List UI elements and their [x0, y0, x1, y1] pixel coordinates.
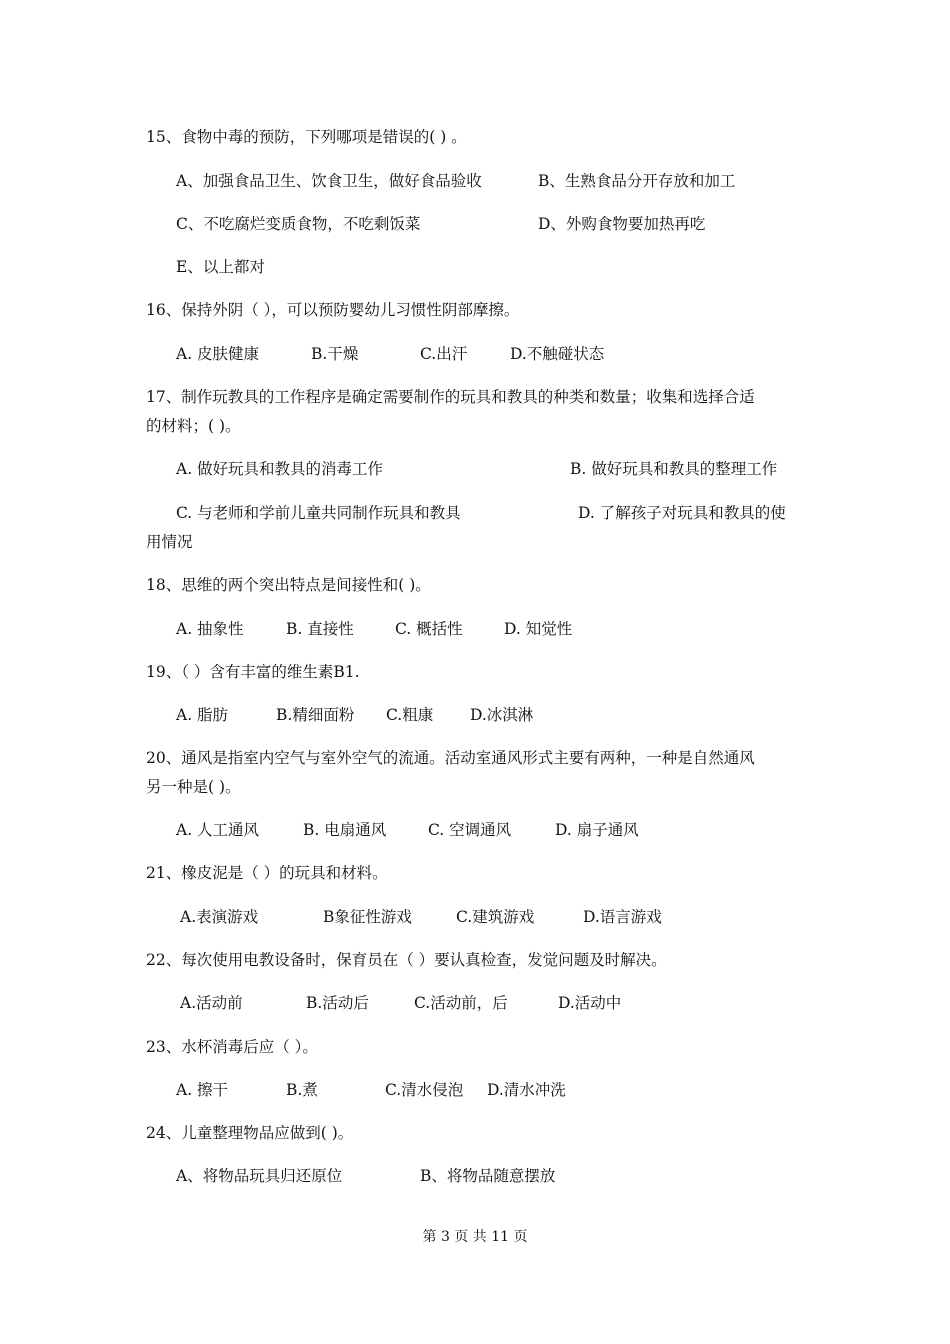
- question-24-option-a: A、将物品玩具归还原位: [176, 1167, 343, 1185]
- question-16-option-c: C.出汗: [420, 345, 468, 363]
- question-17-option-b: B. 做好玩具和教具的整理工作: [570, 460, 778, 478]
- question-20-stem-line-1: 20、通风是指室内空气与室外空气的流通。活动室通风形式主要有两种，一种是自然通风: [146, 749, 755, 767]
- question-24-stem: 24、儿童整理物品应做到( )。: [146, 1124, 354, 1142]
- question-19-option-b: B.精细面粉: [276, 706, 355, 724]
- question-16-option-b: B.干燥: [311, 345, 359, 363]
- question-15-option-c: C、不吃腐烂变质食物，不吃剩饭菜: [176, 215, 421, 233]
- question-22-option-a: A.活动前: [180, 994, 243, 1012]
- question-16-stem: 16、保持外阴（ ），可以预防婴幼儿习惯性阴部摩擦。: [146, 301, 520, 319]
- question-20-option-c: C. 空调通风: [428, 821, 512, 839]
- question-22-option-d: D.活动中: [558, 994, 622, 1012]
- question-24-option-b: B、将物品随意摆放: [420, 1167, 556, 1185]
- question-21-option-c: C.建筑游戏: [456, 908, 535, 926]
- question-18-stem: 18、思维的两个突出特点是间接性和( )。: [146, 576, 431, 594]
- question-21-option-a: A.表演游戏: [180, 908, 259, 926]
- question-17-stem-line-2: 的材料；( )。: [146, 417, 241, 435]
- question-17-option-d-line-2: 用情况: [146, 533, 193, 551]
- question-23-option-c: C.清水侵泡: [385, 1081, 464, 1099]
- question-19-option-d: D.冰淇淋: [470, 706, 534, 724]
- question-15-option-b: B、生熟食品分开存放和加工: [538, 172, 736, 190]
- question-17-option-d-line-1: D. 了解孩子对玩具和教具的使: [578, 504, 786, 522]
- question-15-option-a: A、加强食品卫生、饮食卫生，做好食品验收: [176, 172, 482, 190]
- question-16-option-a: A. 皮肤健康: [176, 345, 260, 363]
- question-22-stem: 22、每次使用电教设备时，保育员在（ ）要认真检查，发觉问题及时解决。: [146, 951, 667, 969]
- question-20-option-d: D. 扇子通风: [555, 821, 639, 839]
- question-19-option-a: A. 脂肪: [176, 706, 229, 724]
- question-17-stem-line-1: 17、制作玩教具的工作程序是确定需要制作的玩具和教具的种类和数量；收集和选择合适: [146, 388, 755, 406]
- question-20-option-a: A. 人工通风: [176, 821, 260, 839]
- question-18-option-b: B. 直接性: [286, 620, 354, 638]
- question-18-option-d: D. 知觉性: [504, 620, 573, 638]
- question-21-option-d: D.语言游戏: [583, 908, 662, 926]
- question-22-option-c: C.活动前，后: [414, 994, 508, 1012]
- question-19-stem: 19、（ ）含有丰富的维生素B1.: [146, 663, 360, 681]
- question-21-option-b: B象征性游戏: [323, 908, 412, 926]
- question-17-option-a: A. 做好玩具和教具的消毒工作: [176, 460, 384, 478]
- question-19-option-c: C.粗康: [386, 706, 434, 724]
- question-21-stem: 21、橡皮泥是（ ）的玩具和材料。: [146, 864, 388, 882]
- question-23-option-a: A. 擦干: [176, 1081, 229, 1099]
- question-20-option-b: B. 电扇通风: [303, 821, 387, 839]
- question-18-option-c: C. 概括性: [395, 620, 463, 638]
- question-23-option-b: B.煮: [286, 1081, 318, 1099]
- question-15-option-e: E、以上都对: [176, 258, 265, 276]
- question-15-stem: 15、食物中毒的预防，下列哪项是错误的( ) 。: [146, 128, 467, 146]
- page-number-footer: 第 3 页 共 11 页: [422, 1229, 528, 1245]
- question-23-stem: 23、水杯消毒后应（ ）。: [146, 1038, 318, 1056]
- question-20-stem-line-2: 另一种是( )。: [146, 778, 241, 796]
- question-15-option-d: D、外购食物要加热再吃: [538, 215, 706, 233]
- question-23-option-d: D.清水冲洗: [487, 1081, 566, 1099]
- question-18-option-a: A. 抽象性: [176, 620, 244, 638]
- question-17-option-c: C. 与老师和学前儿童共同制作玩具和教具: [176, 504, 461, 522]
- question-22-option-b: B.活动后: [306, 994, 369, 1012]
- question-16-option-d: D.不触碰状态: [510, 345, 605, 363]
